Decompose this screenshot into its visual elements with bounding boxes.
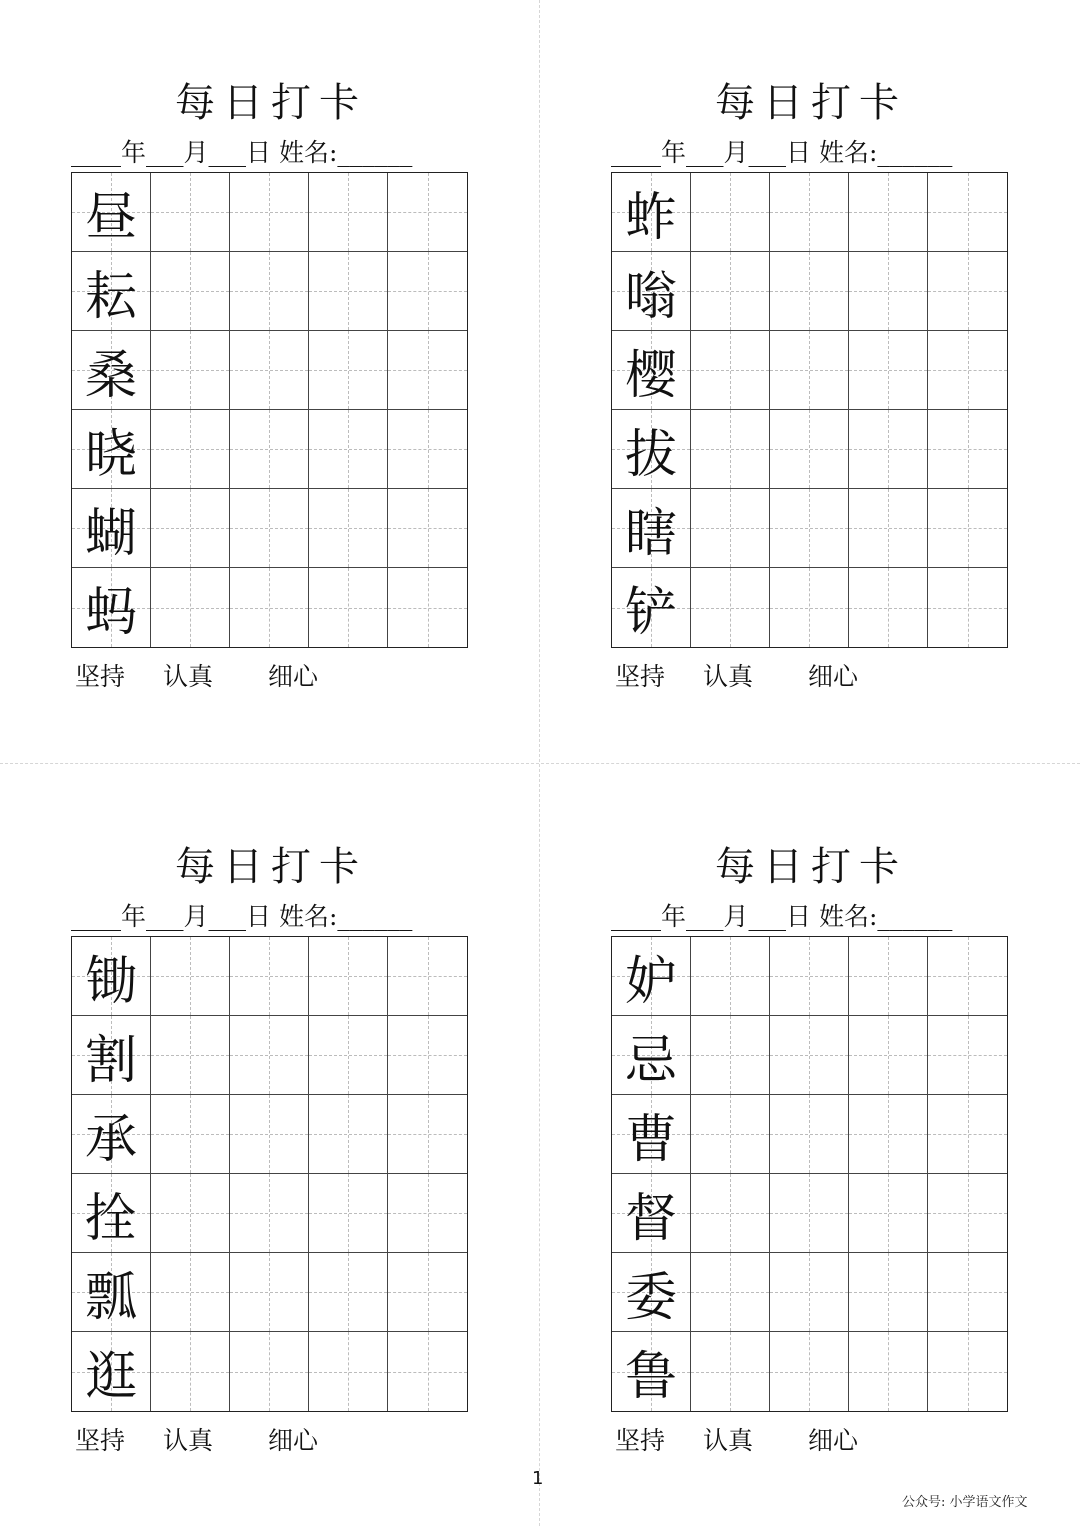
model-character: 晓 [84,424,137,485]
practice-cell [309,331,388,410]
model-character: 铲 [624,583,677,643]
practice-cell [230,1174,309,1253]
practice-cell [770,410,849,489]
motto-text: 细心 [808,662,859,691]
practice-cell [849,1332,928,1411]
practice-cell [770,1174,849,1253]
practice-cell [849,568,928,647]
practice-cell [691,568,770,647]
model-character-cell [612,489,691,568]
practice-cell [309,1174,388,1253]
model-character: 瓢 [84,1267,137,1328]
tianzige-grid [71,936,468,1412]
tianzige-grid [611,936,1008,1412]
horizontal-cut-line [0,763,1080,764]
practice-cell [309,410,388,489]
practice-cell [928,331,1007,410]
model-character-cell [72,173,151,252]
model-character: 割 [84,1030,137,1091]
practice-cell [151,1016,230,1095]
model-character: 拴 [84,1188,137,1249]
practice-cell [849,173,928,252]
practice-cell [309,1095,388,1174]
practice-cell [151,1332,230,1411]
model-character: 桑 [84,345,137,406]
practice-cell [770,568,849,647]
motto-text: 认真 [703,662,754,691]
practice-cell [770,173,849,252]
practice-cell [309,1253,388,1332]
model-character-cell [612,1332,691,1411]
practice-cell [230,568,309,647]
model-character: 锄 [84,951,137,1012]
model-character: 蚱 [624,187,677,248]
practice-cell [691,410,770,489]
practice-card [611,842,1051,1482]
practice-cell [928,410,1007,489]
model-character: 委 [624,1267,677,1328]
model-character: 昼 [84,187,137,248]
practice-cell [309,489,388,568]
practice-cell [691,252,770,331]
practice-cell [928,568,1007,647]
model-character-cell [72,410,151,489]
model-character-cell [612,1016,691,1095]
practice-cell [770,1253,849,1332]
practice-cell [230,331,309,410]
practice-cell [388,331,467,410]
practice-cell [309,173,388,252]
practice-cell [309,1332,388,1411]
card-title: 每日打卡 [175,844,367,890]
model-character-cell [612,1174,691,1253]
card-title: 每日打卡 [715,844,907,890]
practice-cell [849,489,928,568]
practice-cell [928,937,1007,1016]
practice-cell [230,1095,309,1174]
model-character-cell [612,937,691,1016]
publisher-credit: 公众号: 小学语文作文 [902,1495,1028,1510]
model-character-cell [72,1016,151,1095]
model-character: 瞎 [624,503,677,564]
motto-text: 细心 [268,662,319,691]
practice-cell [230,410,309,489]
practice-cell [928,173,1007,252]
practice-cell [230,1253,309,1332]
model-character-cell [72,489,151,568]
practice-cell [388,937,467,1016]
practice-cell [230,489,309,568]
model-character: 承 [84,1109,137,1170]
date-name-line: ____年___月___日 姓名:______ [611,902,953,931]
motto-row [615,660,858,694]
practice-cell [388,173,467,252]
motto-text: 坚持 [615,662,666,691]
practice-cell [928,489,1007,568]
practice-cell [770,489,849,568]
model-character-cell [612,252,691,331]
card-title: 每日打卡 [175,80,367,126]
practice-cell [388,1016,467,1095]
model-character-cell [612,331,691,410]
practice-cell [849,1095,928,1174]
practice-cell [928,1253,1007,1332]
practice-cell [691,937,770,1016]
practice-cell [151,410,230,489]
practice-cell [230,173,309,252]
model-character: 鲁 [624,1347,677,1407]
practice-cell [770,331,849,410]
practice-cell [770,252,849,331]
model-character-cell [612,1095,691,1174]
motto-text: 认真 [703,1426,754,1455]
model-character-cell [72,1174,151,1253]
practice-cell [388,568,467,647]
practice-cell [691,1174,770,1253]
practice-cell [928,252,1007,331]
practice-cell [230,1332,309,1411]
model-character-cell [72,1095,151,1174]
practice-cell [770,1332,849,1411]
practice-cell [849,252,928,331]
practice-cell [309,937,388,1016]
practice-cell [151,1253,230,1332]
practice-cell [388,410,467,489]
practice-cell [388,1174,467,1253]
practice-card [611,78,1051,718]
model-character: 拔 [624,424,677,485]
practice-cell [309,568,388,647]
model-character-cell [72,331,151,410]
card-title: 每日打卡 [715,80,907,126]
motto-text: 细心 [808,1426,859,1455]
practice-cell [770,1095,849,1174]
practice-cell [151,173,230,252]
model-character: 督 [624,1188,677,1249]
practice-cell [770,937,849,1016]
model-character: 嗡 [624,266,677,327]
practice-cell [928,1016,1007,1095]
practice-cell [388,1095,467,1174]
practice-cell [151,331,230,410]
motto-text: 认真 [163,662,214,691]
date-name-line: ____年___月___日 姓名:______ [71,902,413,931]
motto-text: 认真 [163,1426,214,1455]
practice-cell [388,252,467,331]
practice-cell [691,489,770,568]
date-name-line: ____年___月___日 姓名:______ [71,138,413,167]
practice-cell [309,1016,388,1095]
model-character: 曹 [624,1109,677,1170]
motto-row [615,1424,858,1458]
practice-cell [849,1253,928,1332]
model-character-cell [72,1253,151,1332]
model-character-cell [72,252,151,331]
motto-row [75,660,318,694]
date-name-line: ____年___月___日 姓名:______ [611,138,953,167]
practice-cell [691,1332,770,1411]
model-character-cell [612,568,691,647]
motto-text: 坚持 [75,662,126,691]
practice-cell [388,1332,467,1411]
practice-cell [151,1095,230,1174]
practice-cell [151,568,230,647]
model-character-cell [612,1253,691,1332]
page-number: 1 [532,1468,544,1489]
practice-cell [691,1095,770,1174]
model-character: 耘 [84,266,137,327]
practice-cell [388,489,467,568]
model-character: 忌 [624,1030,677,1091]
tianzige-grid [611,172,1008,648]
practice-cell [151,937,230,1016]
model-character-cell [72,937,151,1016]
practice-cell [691,173,770,252]
practice-cell [770,1016,849,1095]
practice-cell [928,1095,1007,1174]
practice-cell [691,1016,770,1095]
motto-text: 坚持 [615,1426,666,1455]
practice-card [71,842,511,1482]
model-character: 逛 [84,1347,137,1407]
motto-row [75,1424,318,1458]
model-character: 蝴 [84,503,137,564]
practice-cell [849,331,928,410]
practice-card [71,78,511,718]
tianzige-grid [71,172,468,648]
practice-cell [928,1332,1007,1411]
practice-cell [230,937,309,1016]
practice-cell [928,1174,1007,1253]
practice-cell [849,937,928,1016]
model-character-cell [72,1332,151,1411]
model-character: 妒 [624,951,677,1012]
practice-cell [849,1016,928,1095]
practice-cell [151,489,230,568]
practice-cell [230,1016,309,1095]
model-character-cell [612,173,691,252]
model-character-cell [612,410,691,489]
practice-cell [151,1174,230,1253]
practice-cell [230,252,309,331]
practice-cell [388,1253,467,1332]
practice-cell [849,410,928,489]
model-character-cell [72,568,151,647]
practice-cell [691,331,770,410]
practice-cell [309,252,388,331]
model-character: 蚂 [84,583,137,643]
model-character: 樱 [624,345,677,406]
motto-text: 细心 [268,1426,319,1455]
motto-text: 坚持 [75,1426,126,1455]
practice-cell [691,1253,770,1332]
practice-cell [849,1174,928,1253]
practice-cell [151,252,230,331]
